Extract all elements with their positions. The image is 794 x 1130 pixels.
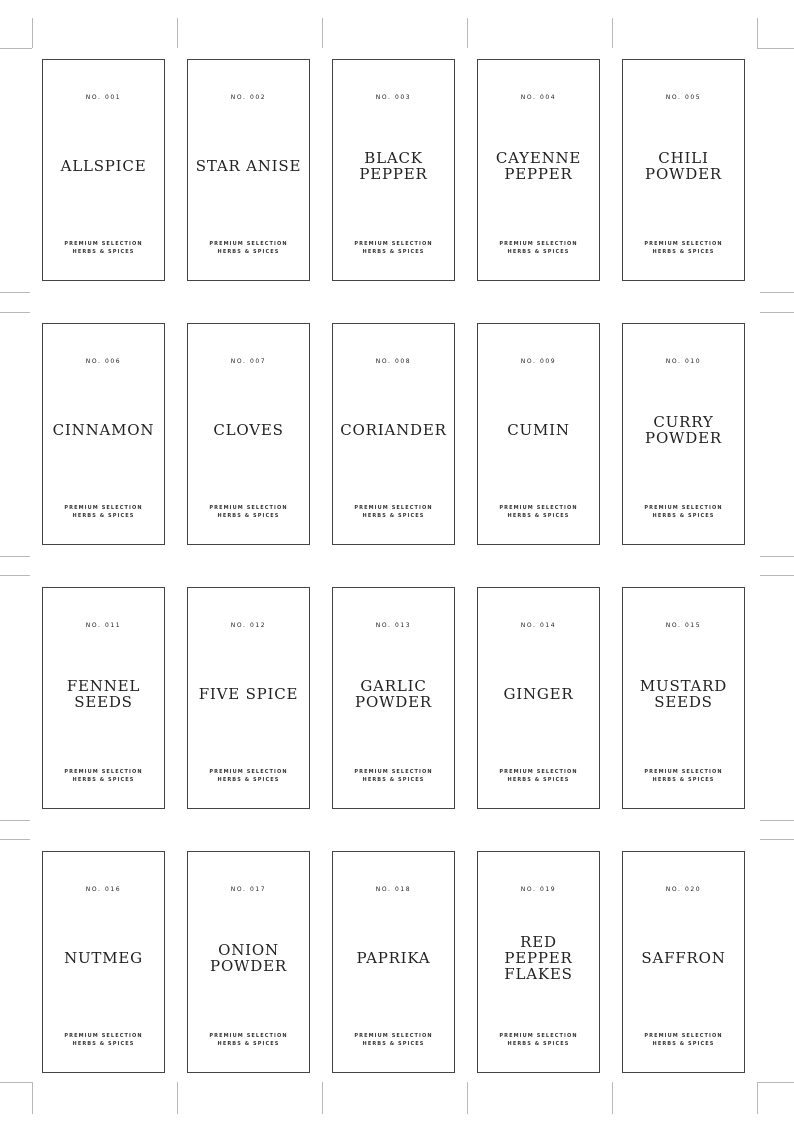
label-number: NO. 011 (85, 622, 122, 629)
spice-name: CHILI POWDER (645, 149, 722, 183)
label-footer (623, 240, 744, 256)
crop-mark (0, 1082, 32, 1083)
crop-mark (760, 312, 794, 313)
crop-mark (757, 1082, 794, 1083)
footer-line-herbs: HERBS & SPICES (507, 777, 570, 783)
crop-mark (177, 18, 178, 48)
crop-mark (467, 18, 468, 48)
label-number: NO. 010 (665, 358, 702, 365)
label-footer (43, 1032, 164, 1048)
label-number: NO. 009 (520, 358, 557, 365)
label-footer (333, 1032, 454, 1048)
label-footer (333, 240, 454, 256)
spice-name: CURRY POWDER (645, 413, 722, 447)
footer-line-premium: PREMIUM SELECTION (64, 769, 143, 775)
label-grid (42, 59, 746, 1073)
footer-line-herbs: HERBS & SPICES (72, 1041, 135, 1047)
spice-label (332, 851, 455, 1073)
spice-name: CAYENNE PEPPER (495, 149, 582, 183)
label-number: NO. 020 (665, 886, 702, 893)
spice-name: GARLIC POWDER (355, 677, 432, 711)
label-footer (333, 504, 454, 520)
spice-label (477, 851, 600, 1073)
footer-line-premium: PREMIUM SELECTION (499, 505, 578, 511)
spice-label (622, 851, 745, 1073)
spice-name: FIVE SPICE (198, 685, 299, 703)
footer-line-premium: PREMIUM SELECTION (64, 1033, 143, 1039)
spice-label (42, 851, 165, 1073)
label-number: NO. 012 (230, 622, 267, 629)
footer-line-premium: PREMIUM SELECTION (644, 241, 723, 247)
crop-mark (0, 575, 30, 576)
label-footer (478, 768, 599, 784)
label-number: NO. 018 (375, 886, 412, 893)
crop-mark (467, 1082, 468, 1114)
footer-line-herbs: HERBS & SPICES (72, 777, 135, 783)
footer-line-premium: PREMIUM SELECTION (354, 505, 433, 511)
label-number: NO. 007 (230, 358, 267, 365)
label-number: NO. 002 (230, 94, 267, 101)
label-footer (43, 240, 164, 256)
footer-line-herbs: HERBS & SPICES (217, 513, 280, 519)
label-number: NO. 004 (520, 94, 557, 101)
footer-line-herbs: HERBS & SPICES (652, 249, 715, 255)
spice-label (42, 59, 165, 281)
label-number: NO. 006 (85, 358, 122, 365)
label-footer (188, 240, 309, 256)
footer-line-herbs: HERBS & SPICES (217, 777, 280, 783)
label-footer (623, 504, 744, 520)
spice-label (187, 59, 310, 281)
spice-name: PAPRIKA (356, 949, 431, 967)
spice-name: STAR ANISE (195, 157, 302, 175)
label-number: NO. 015 (665, 622, 702, 629)
spice-label (622, 59, 745, 281)
crop-mark (0, 839, 30, 840)
crop-mark (0, 556, 30, 557)
label-number: NO. 014 (520, 622, 557, 629)
footer-line-herbs: HERBS & SPICES (652, 777, 715, 783)
footer-line-premium: PREMIUM SELECTION (499, 1033, 578, 1039)
label-footer (188, 768, 309, 784)
label-number: NO. 016 (85, 886, 122, 893)
label-number: NO. 019 (520, 886, 557, 893)
crop-mark (612, 1082, 613, 1114)
spice-name: CINNAMON (52, 421, 155, 439)
label-footer (188, 1032, 309, 1048)
crop-mark (760, 820, 794, 821)
crop-mark (757, 1082, 758, 1114)
crop-mark (760, 292, 794, 293)
label-footer (478, 1032, 599, 1048)
spice-label (332, 59, 455, 281)
spice-label (477, 587, 600, 809)
footer-line-premium: PREMIUM SELECTION (209, 769, 288, 775)
footer-line-herbs: HERBS & SPICES (652, 513, 715, 519)
label-footer (623, 1032, 744, 1048)
spice-label (187, 587, 310, 809)
spice-name: CORIANDER (340, 421, 447, 439)
spice-label (622, 587, 745, 809)
spice-label (622, 323, 745, 545)
footer-line-premium: PREMIUM SELECTION (209, 241, 288, 247)
footer-line-premium: PREMIUM SELECTION (209, 505, 288, 511)
crop-mark (760, 556, 794, 557)
label-footer (623, 768, 744, 784)
label-number: NO. 013 (375, 622, 412, 629)
label-footer (333, 768, 454, 784)
crop-mark (322, 1082, 323, 1114)
footer-line-premium: PREMIUM SELECTION (354, 769, 433, 775)
spice-label (187, 323, 310, 545)
spice-name: CUMIN (507, 421, 570, 439)
footer-line-premium: PREMIUM SELECTION (644, 505, 723, 511)
spice-name: BLACK PEPPER (359, 149, 428, 183)
footer-line-herbs: HERBS & SPICES (362, 513, 425, 519)
crop-mark (757, 18, 758, 48)
footer-line-herbs: HERBS & SPICES (362, 1041, 425, 1047)
spice-name: CLOVES (213, 421, 284, 439)
label-number: NO. 005 (665, 94, 702, 101)
crop-mark (32, 18, 33, 48)
spice-label (42, 323, 165, 545)
label-number: NO. 008 (375, 358, 412, 365)
footer-line-herbs: HERBS & SPICES (72, 249, 135, 255)
spice-label (42, 587, 165, 809)
footer-line-premium: PREMIUM SELECTION (644, 1033, 723, 1039)
footer-line-herbs: HERBS & SPICES (507, 1041, 570, 1047)
spice-name: ONION POWDER (210, 941, 287, 975)
spice-name: SAFFRON (641, 949, 726, 967)
spice-name: RED PEPPER FLAKES (504, 933, 573, 983)
footer-line-herbs: HERBS & SPICES (507, 249, 570, 255)
spice-name: ALLSPICE (60, 157, 147, 175)
footer-line-premium: PREMIUM SELECTION (499, 241, 578, 247)
crop-mark (0, 820, 30, 821)
footer-line-herbs: HERBS & SPICES (652, 1041, 715, 1047)
footer-line-premium: PREMIUM SELECTION (64, 241, 143, 247)
spice-label (477, 59, 600, 281)
spice-name: NUTMEG (64, 949, 143, 967)
label-number: NO. 017 (230, 886, 267, 893)
footer-line-herbs: HERBS & SPICES (217, 1041, 280, 1047)
footer-line-herbs: HERBS & SPICES (72, 513, 135, 519)
footer-line-premium: PREMIUM SELECTION (644, 769, 723, 775)
label-footer (43, 504, 164, 520)
label-footer (188, 504, 309, 520)
label-number: NO. 001 (85, 94, 122, 101)
crop-mark (322, 18, 323, 48)
label-footer (43, 768, 164, 784)
spice-label (187, 851, 310, 1073)
spice-name: MUSTARD SEEDS (639, 677, 728, 711)
crop-mark (757, 48, 794, 49)
label-footer (478, 240, 599, 256)
crop-mark (0, 292, 30, 293)
spice-label (477, 323, 600, 545)
footer-line-herbs: HERBS & SPICES (507, 513, 570, 519)
spice-label (332, 323, 455, 545)
crop-mark (0, 48, 32, 49)
footer-line-herbs: HERBS & SPICES (362, 777, 425, 783)
footer-line-premium: PREMIUM SELECTION (499, 769, 578, 775)
crop-mark (0, 312, 30, 313)
label-number: NO. 003 (375, 94, 412, 101)
spice-label (332, 587, 455, 809)
footer-line-premium: PREMIUM SELECTION (209, 1033, 288, 1039)
spice-name: GINGER (503, 685, 574, 703)
crop-mark (760, 839, 794, 840)
footer-line-herbs: HERBS & SPICES (217, 249, 280, 255)
crop-mark (760, 575, 794, 576)
footer-line-herbs: HERBS & SPICES (362, 249, 425, 255)
spice-name: FENNEL SEEDS (66, 677, 141, 711)
footer-line-premium: PREMIUM SELECTION (354, 1033, 433, 1039)
crop-mark (32, 1082, 33, 1114)
footer-line-premium: PREMIUM SELECTION (64, 505, 143, 511)
label-footer (478, 504, 599, 520)
crop-mark (612, 18, 613, 48)
crop-mark (177, 1082, 178, 1114)
footer-line-premium: PREMIUM SELECTION (354, 241, 433, 247)
